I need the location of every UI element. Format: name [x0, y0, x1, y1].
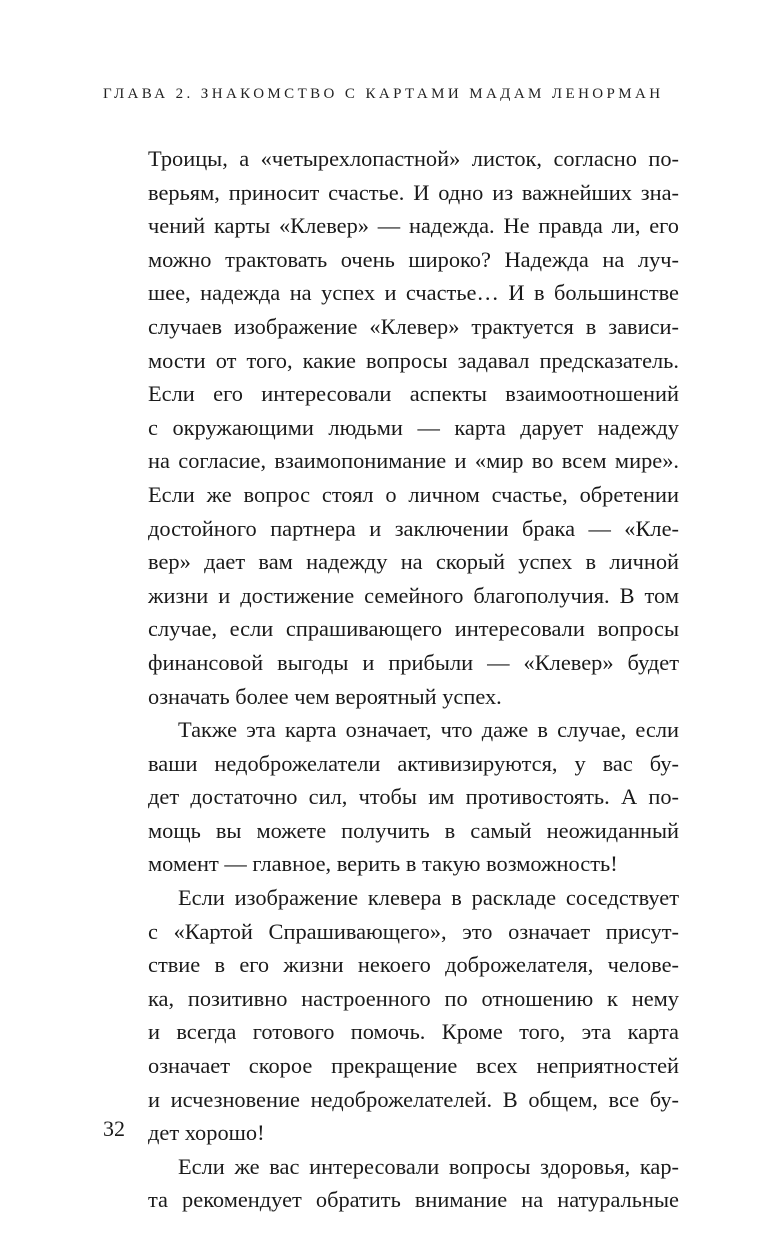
- text-line: с «Картой Спрашивающего», это означает присут-: [148, 918, 679, 944]
- text-line: можно трактовать очень широко? Надежда на луч-: [148, 246, 679, 272]
- text-line: момент — главное, верить в такую возможность!: [148, 851, 618, 877]
- text-line: и всегда готового помочь. Кроме того, эта карта: [148, 1019, 679, 1045]
- text-line: та рекомендует обратить внимание на натуральные: [148, 1187, 679, 1213]
- text-line: Если же вопрос стоял о личном счастье, обретении: [148, 481, 679, 507]
- text-line: Если изображение клевера в раскладе соседствует: [178, 885, 679, 911]
- text-line: Также эта карта означает, что даже в случае, если: [178, 717, 679, 743]
- text-line: шее, надежда на успех и счастье… И в большинстве: [148, 280, 679, 306]
- body-text: [148, 142, 679, 1217]
- text-line: дет достаточно сил, чтобы им противостоять. А по-: [148, 784, 679, 810]
- text-line: Троицы, а «четырехлопастной» листок, согласно по-: [148, 146, 679, 171]
- running-head: ГЛАВА 2. ЗНАКОМСТВО С КАРТАМИ МАДАМ ЛЕНОРМАН: [103, 86, 664, 102]
- text-line: на согласие, взаимопонимание и «мир во всем мире».: [148, 448, 679, 474]
- text-line: вер» дает вам надежду на скорый успех в личной: [148, 549, 679, 575]
- text-line: Если же вас интересовали вопросы здоровья, кар-: [178, 1153, 679, 1179]
- text-line: достойного партнера и заключении брака — «Кле-: [148, 515, 679, 541]
- text-line: ствие в его жизни некоего доброжелателя, челове-: [148, 952, 679, 978]
- text-line: ваши недоброжелатели активизируются, у вас бу-: [148, 750, 679, 776]
- text-line: и исчезновение недоброжелателей. В общем, все бу-: [148, 1086, 679, 1112]
- text-line: с окружающими людьми — карта дарует надежду: [148, 414, 679, 440]
- text-line: случае, если спрашивающего интересовали вопросы: [148, 616, 679, 642]
- text-line: дет хорошо!: [148, 1120, 265, 1146]
- text-line: финансовой выгоды и прибыли — «Клевер» будет: [148, 649, 679, 675]
- text-line: чений карты «Клевер» — надежда. Не правда ли, его: [148, 213, 679, 239]
- text-line: жизни и достижение семейного благополучия. В том: [148, 582, 679, 608]
- text-line: верьям, приносит счастье. И одно из важнейших зна-: [148, 179, 679, 205]
- text-line: мощь вы можете получить в самый неожиданный: [148, 817, 679, 843]
- text-line: Если его интересовали аспекты взаимоотношений: [148, 381, 679, 407]
- text-line: ка, позитивно настроенного по отношению к нему: [148, 985, 679, 1011]
- page-number: 32: [103, 1116, 125, 1141]
- text-line: означает скорое прекращение всех неприятностей: [148, 1053, 679, 1079]
- text-line: мости от того, какие вопросы задавал предсказатель.: [148, 347, 679, 373]
- text-line: означать более чем вероятный успех.: [148, 683, 502, 709]
- text-line: случаев изображение «Клевер» трактуется в зависи-: [148, 313, 679, 339]
